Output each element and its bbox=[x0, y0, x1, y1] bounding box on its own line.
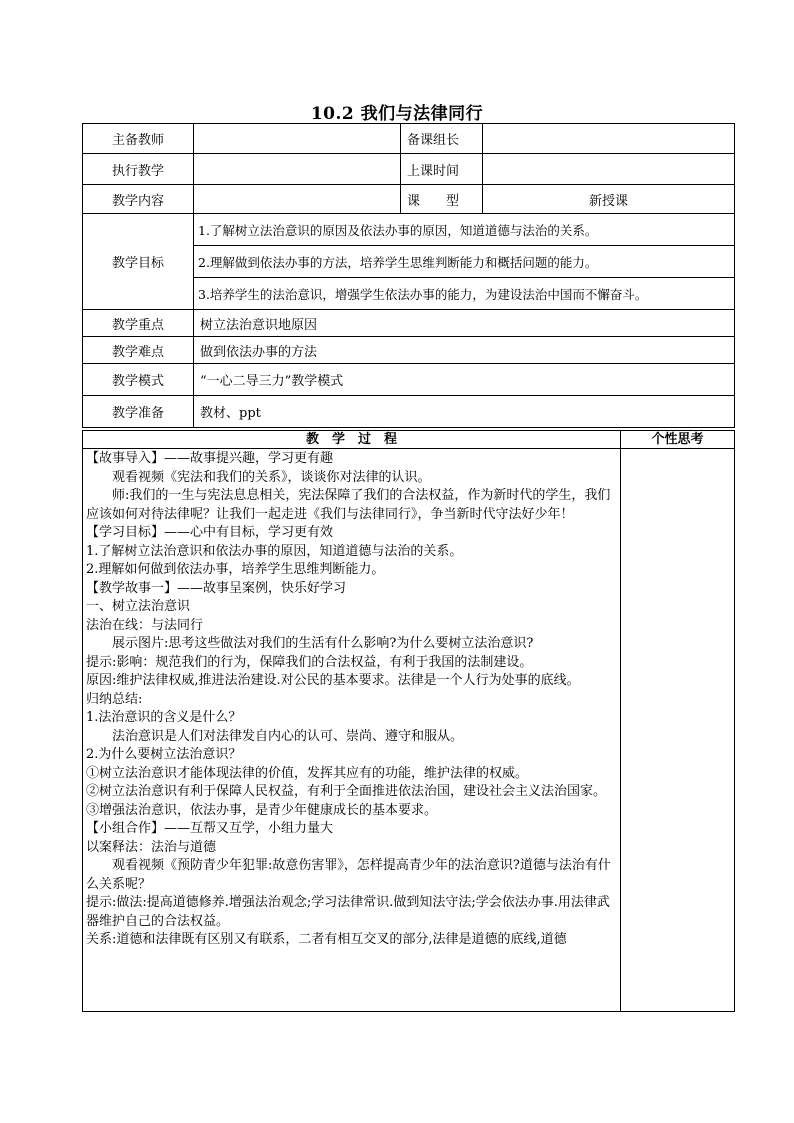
process-content bbox=[83, 449, 621, 1012]
process-paragraph: 归纳总结: bbox=[86, 691, 143, 707]
course-type-value: 新授课 bbox=[483, 185, 735, 214]
mode-label: 教学模式 bbox=[83, 364, 194, 396]
process-paragraph: 提示:影响：规范我们的行为，保障我们的合法权益，有利于我国的法制建设。 bbox=[86, 654, 533, 670]
goal-item-1: 1.了解树立法治意识的原因及依法办事的原因，知道道德与法治的关系。 bbox=[194, 214, 735, 246]
process-paragraph: 观看视频《宪法和我们的关系》，谈谈你对法律的认识。 bbox=[112, 469, 431, 485]
section-heading: 【故事导入】——故事提兴趣，学习更有趣 bbox=[86, 451, 334, 466]
goals-label: 教学目标 bbox=[83, 214, 194, 310]
process-paragraph: 法治在线：与法同行 bbox=[86, 617, 204, 633]
course-type-label: 课 型 bbox=[401, 185, 483, 214]
group-leader-value bbox=[483, 124, 735, 154]
process-header: 教 学 过 程 bbox=[83, 431, 621, 449]
section-heading: 【学习目标】——心中有目标，学习更有效 bbox=[86, 525, 334, 540]
chief-teacher-value bbox=[194, 124, 401, 154]
content-value bbox=[194, 185, 401, 214]
process-paragraph: ③增强法治意识，依法办事，是青少年健康成长的基本要求。 bbox=[86, 802, 438, 818]
process-paragraph: 2.理解如何做到依法办事，培养学生思维判断能力。 bbox=[86, 562, 385, 577]
process-paragraph: 一、树立法治意识 bbox=[86, 599, 191, 614]
goal-item-2: 2.理解做到依法办事的方法，培养学生思维判断能力和概括问题的能力。 bbox=[194, 246, 735, 278]
class-time-label: 上课时间 bbox=[401, 154, 483, 185]
process-paragraph: ①树立法治意识才能体现法律的价值，发挥其应有的功能，维护法律的权威。 bbox=[86, 765, 529, 781]
personal-thoughts-cell bbox=[621, 449, 735, 1012]
process-paragraph: 2.为什么要树立法治意识？ bbox=[86, 747, 242, 762]
process-paragraph: 1.了解树立法治意识和依法办事的原因，知道道德与法治的关系。 bbox=[86, 543, 463, 559]
prep-value: 教材、ppt bbox=[194, 396, 735, 428]
process-paragraph: 关系:道德和法律既有区别又有联系，二者有相互交叉的部分,法律是道德的底线,道德 bbox=[86, 932, 567, 947]
process-paragraph: 法治意识是人们对法律发自内心的认可、崇尚、遵守和服从。 bbox=[112, 728, 464, 744]
key-point-label: 教学重点 bbox=[83, 310, 194, 337]
process-paragraph: 提示:做法:提高道德修养.增强法治观念;学习法律常识.做到知法守法;学会依法办事.用法律武器维护自己的合法权益。 bbox=[86, 895, 610, 929]
personal-thoughts-header: 个性思考 bbox=[621, 431, 735, 449]
class-time-value bbox=[483, 154, 735, 185]
chief-teacher-label: 主备教师 bbox=[83, 124, 194, 154]
difficulty-label: 教学难点 bbox=[83, 337, 194, 364]
exec-teacher-label: 执行教学 bbox=[83, 154, 194, 185]
process-paragraph: 原因:维护法律权威,推进法治建设.对公民的基本要求。法律是一个人行为处事的底线。 bbox=[86, 673, 580, 688]
mode-value: “一心二导三力”教学模式 bbox=[194, 364, 735, 396]
prep-label: 教学准备 bbox=[83, 396, 194, 428]
section-heading: 【教学故事一】——故事呈案例，快乐好学习 bbox=[86, 580, 347, 596]
group-leader-label: 备课组长 bbox=[401, 124, 483, 154]
lesson-info-table bbox=[82, 123, 735, 428]
exec-teacher-value bbox=[194, 154, 401, 185]
content-label: 教学内容 bbox=[83, 185, 194, 214]
process-paragraph: 展示图片:思考这些做法对我们的生活有什么影响?为什么要树立法治意识? bbox=[112, 636, 534, 651]
key-point-value: 树立法治意识地原因 bbox=[194, 310, 735, 337]
teaching-process-table bbox=[82, 430, 735, 1012]
page-title: 10.2 我们与法律同行 bbox=[310, 104, 484, 124]
process-paragraph: 观看视频《预防青少年犯罪:故意伤害罪》，怎样提高青少年的法治意识?道德与法治有什么关系呢？ bbox=[86, 858, 611, 892]
process-paragraph: 以案释法：法治与道德 bbox=[86, 839, 217, 855]
difficulty-value: 做到依法办事的方法 bbox=[194, 337, 735, 364]
goal-item-3: 3.培养学生的法治意识，增强学生依法办事的能力，为建设法治中国而不懈奋斗。 bbox=[194, 278, 735, 310]
process-paragraph: 师:我们的一生与宪法息息相关，宪法保障了我们的合法权益，作为新时代的学生，我们应该如何对待法律呢？让我们一起走进《我们与法律同行》，争当新时代守法好少年！ bbox=[86, 488, 611, 522]
section-heading: 【小组合作】——互帮又互学，小组力量大 bbox=[86, 821, 334, 836]
process-paragraph: 1.法治意识的含义是什么？ bbox=[86, 710, 242, 725]
process-paragraph: ②树立法治意识有利于保障人民权益，有利于全面推进依法治国，建设社会主义法治国家。 bbox=[86, 784, 607, 799]
